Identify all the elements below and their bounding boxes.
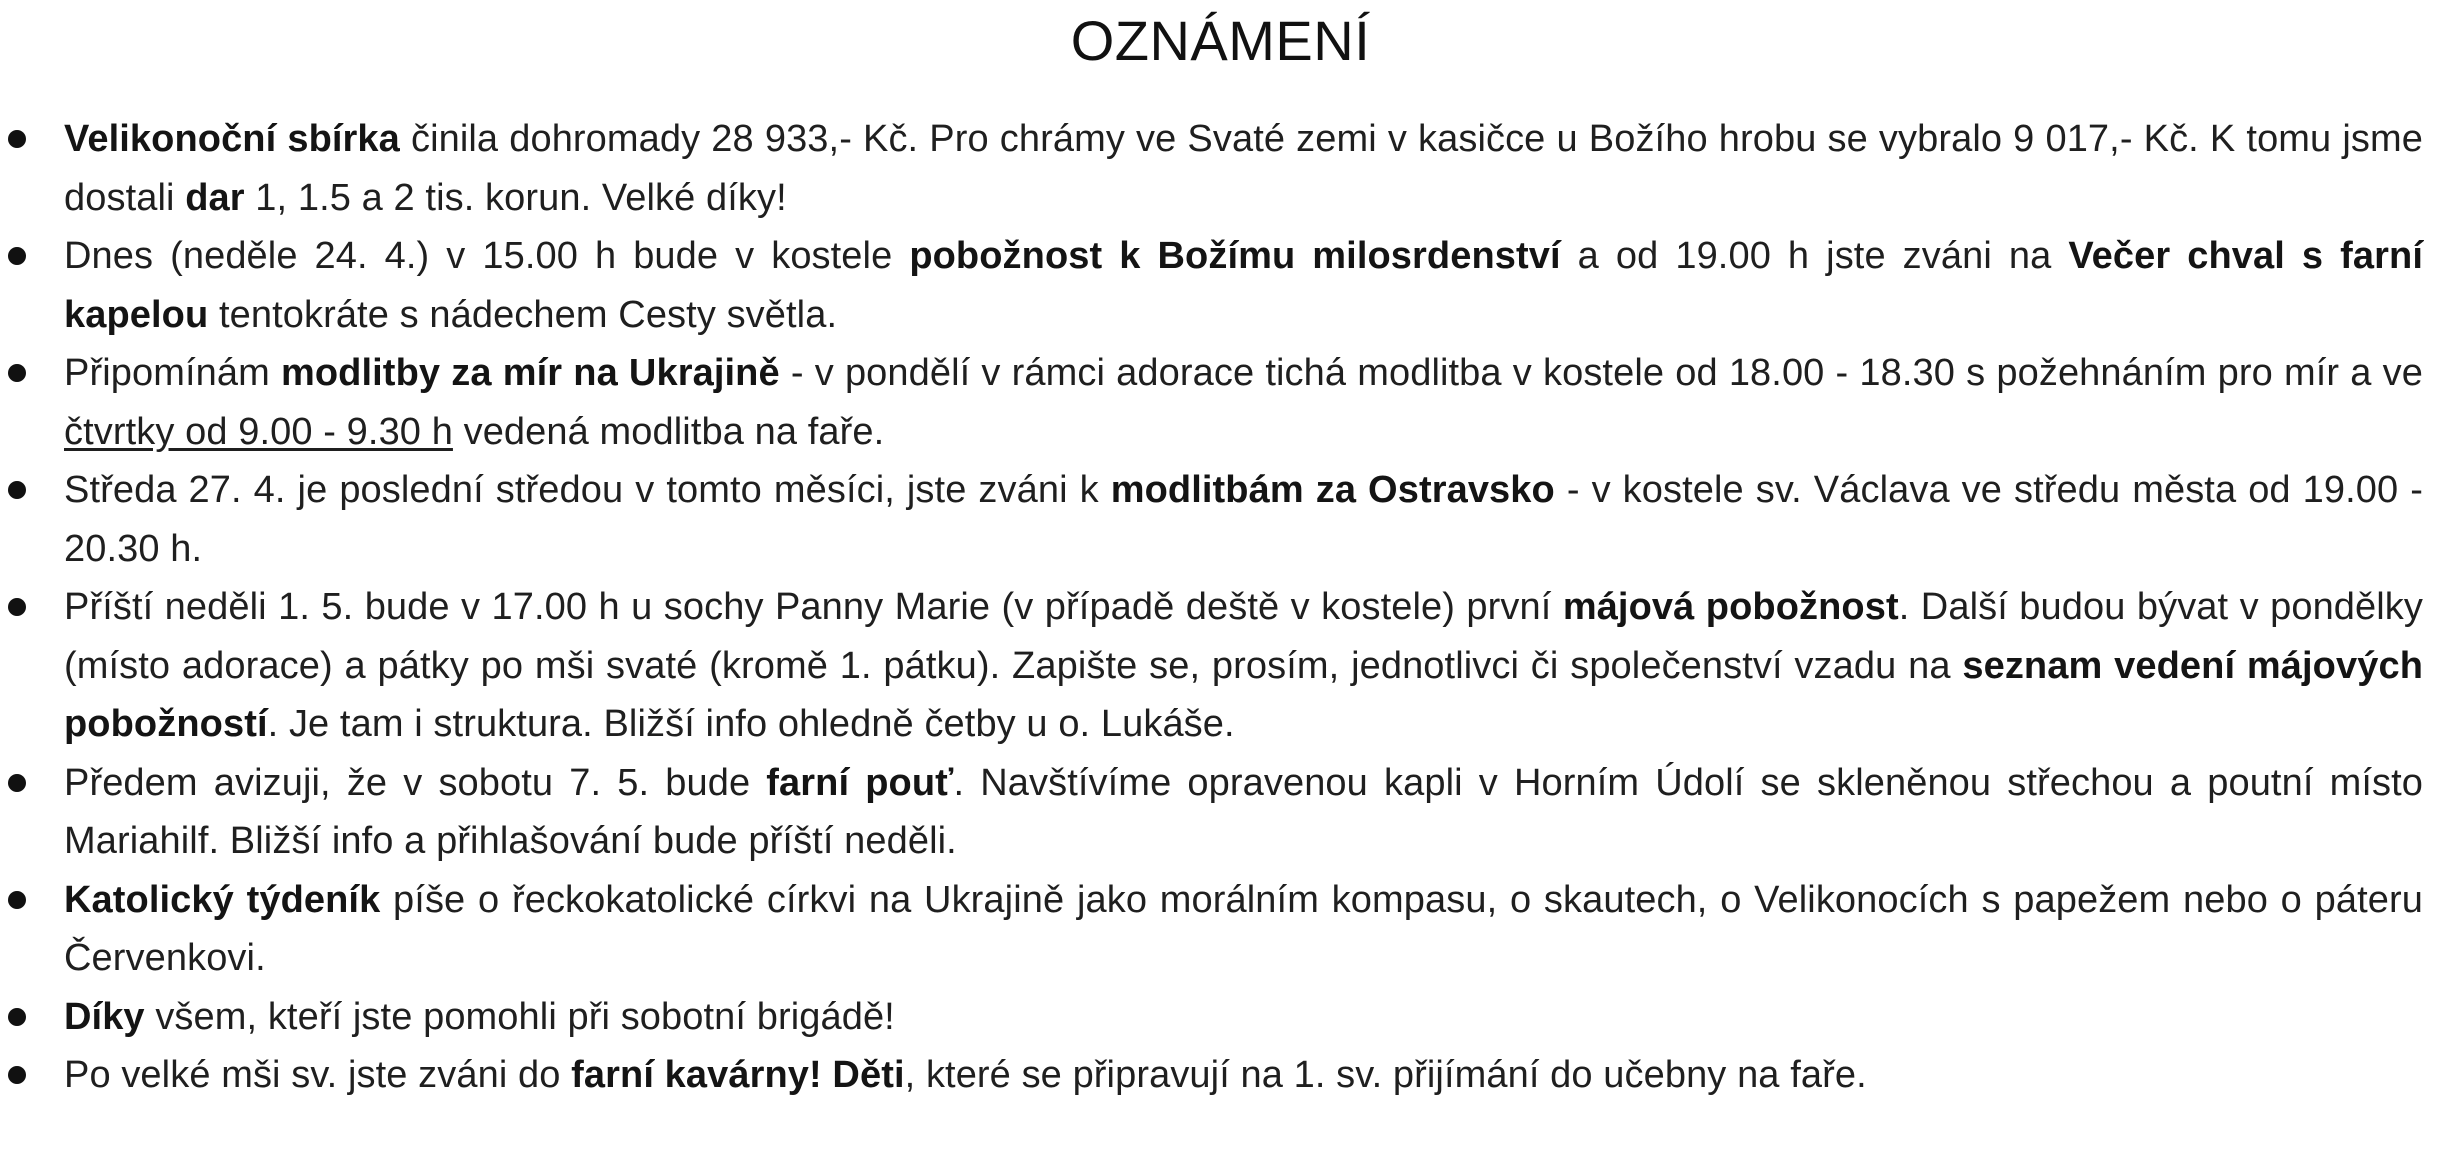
highlighted-text: farní pouť <box>766 761 954 804</box>
item-text: píše o řeckokatolické církvi na Ukrajině jako morálním kompasu, o skautech, o Velikonocích s papežem nebo o páteru Červenkovi. <box>64 878 2423 979</box>
highlighted-text: modlitbám za Ostravsko <box>1110 469 1555 511</box>
highlighted-text: modlitby za mír na Ukrajině <box>280 352 780 394</box>
list-item <box>0 110 2441 227</box>
item-text: Připomínám <box>64 352 281 394</box>
item-text: tentokráte s nádechem Cesty světla. <box>208 293 838 336</box>
announcement-list <box>0 110 2441 1105</box>
highlighted-text: farní kavárny! Děti <box>571 1054 905 1096</box>
highlighted-text: Večer chval s farní kapelou <box>64 235 2423 336</box>
item-text: . Navštívíme opravenou kapli v Horním Údolí se skleněnou střechou a poutní místo Mariahilf. Bližší info a přihlašování bude příští neděli. <box>64 761 2423 862</box>
item-text: Středa 27. 4. je poslední středou v tomto měsíci, jste zváni k <box>64 469 1111 511</box>
highlighted-text: seznam vedení májových pobožností <box>64 644 2424 745</box>
item-text: - v pondělí v rámci adorace tichá modlitba v kostele od 18.00 - 18.30 s požehnáním pro mír a ve <box>779 352 2423 394</box>
highlighted-text: Velikonoční sbírka <box>64 118 400 160</box>
item-text: Dnes (neděle 24. 4.) v 15.00 h bude v kostele <box>64 235 910 277</box>
list-item <box>0 227 2441 344</box>
item-text: 1, 1.5 a 2 tis. korun. Velké díky! <box>244 176 787 219</box>
item-text: . Další budou bývat v pondělky (místo adorace) a pátky po mši svaté (kromě 1. pátku). Zapište se, prosím, jednotlivci či společenství vzadu na <box>64 586 2424 687</box>
list-item <box>0 871 2441 988</box>
highlighted-text: dar <box>185 176 245 219</box>
bullet-icon <box>8 481 26 499</box>
bullet-icon <box>8 598 26 616</box>
list-item <box>0 988 2441 1047</box>
item-text: vedená modlitba na faře. <box>452 410 885 453</box>
item-text: všem, kteří jste pomohli při sobotní brigádě! <box>144 995 895 1038</box>
list-item <box>0 754 2441 871</box>
list-item <box>0 344 2441 461</box>
bullet-icon <box>8 130 26 148</box>
item-text: Příští neděli 1. 5. bude v 17.00 h u sochy Panny Marie (v případě deště v kostele) první <box>64 586 1563 628</box>
item-text: Předem avizuji, že v sobotu 7. 5. bude <box>64 761 767 804</box>
item-text: - v kostele sv. Václava ve středu města od 19.00 - 20.30 h. <box>64 469 2423 570</box>
bullet-icon <box>8 364 26 382</box>
highlighted-text: Díky <box>64 995 145 1038</box>
underlined-text: čtvrtky od 9.00 - 9.30 h <box>64 410 453 453</box>
bullet-icon <box>8 774 26 792</box>
bullet-icon <box>8 1066 26 1084</box>
list-item <box>0 461 2441 578</box>
highlighted-text: Katolický týdeník <box>64 878 381 921</box>
bullet-icon <box>8 891 26 909</box>
bullet-icon <box>8 1008 26 1026</box>
list-item <box>0 578 2441 754</box>
bullet-icon <box>8 247 26 265</box>
item-text: činila dohromady 28 933,- Kč. Pro chrámy ve Svaté zemi v kasičce u Božího hrobu se vybralo 9 017,- Kč. K tomu jsme dostali <box>64 118 2423 219</box>
item-text: Po velké mši sv. jste zváni do <box>64 1054 572 1096</box>
highlighted-text: májová pobožnost <box>1562 586 1899 628</box>
item-text: . Je tam i struktura. Bližší info ohledně četby u o. Lukáše. <box>267 703 1235 745</box>
item-text: a od 19.00 h jste zváni na <box>1560 235 2069 277</box>
highlighted-text: pobožnost k Božímu milosrdenství <box>909 235 1561 277</box>
page-title: OZNÁMENÍ <box>1070 9 1371 72</box>
item-text: , které se připravují na 1. sv. přijímání do učebny na faře. <box>904 1054 1867 1096</box>
list-item <box>0 1046 2441 1105</box>
